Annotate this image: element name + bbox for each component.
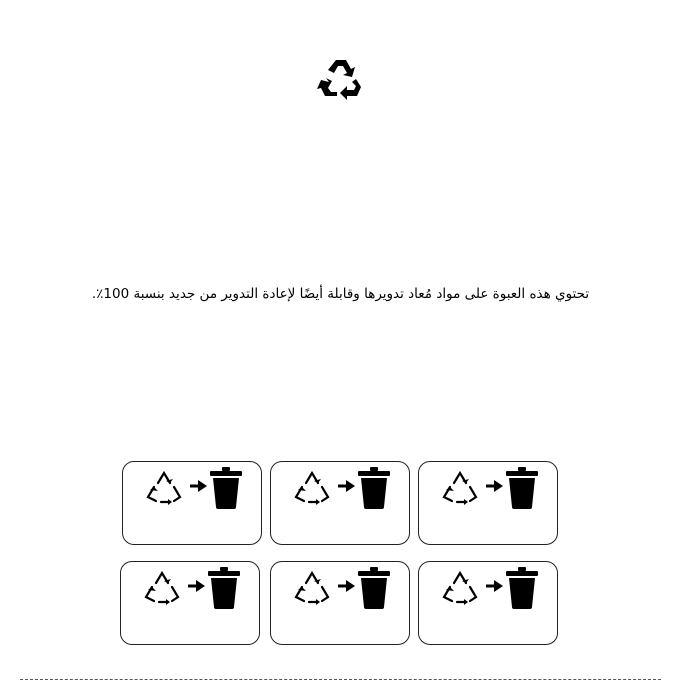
recycle-icon <box>292 569 332 605</box>
disposal-card <box>418 561 558 645</box>
trash-bin-icon <box>210 467 242 509</box>
arrow-right-icon <box>486 480 503 492</box>
disposal-card <box>270 561 410 645</box>
trash-bin-icon <box>506 567 538 609</box>
arrow-right-icon <box>338 580 355 592</box>
trash-bin-icon <box>358 467 390 509</box>
arrow-right-icon <box>188 580 205 592</box>
disposal-card <box>270 461 410 545</box>
arrow-right-icon <box>486 580 503 592</box>
recycle-icon <box>144 469 184 505</box>
recycle-icon <box>440 569 480 605</box>
disposal-card <box>418 461 558 545</box>
trash-bin-icon <box>208 567 240 609</box>
recycle-icon <box>440 469 480 505</box>
trash-bin-icon <box>358 567 390 609</box>
recycle-icon <box>292 469 332 505</box>
trash-bin-icon <box>506 467 538 509</box>
disposal-card <box>120 561 260 645</box>
disposal-card <box>122 461 262 545</box>
arrow-right-icon <box>338 480 355 492</box>
bottom-divider <box>20 679 661 680</box>
recycle-icon <box>142 569 182 605</box>
arrow-right-icon <box>190 480 207 492</box>
recycling-statement: تحتوي هذه العبوة على مواد مُعاد تدويرها وقابلة أيضًا لإعادة التدوير من جديد بنسبة 100٪. <box>91 286 590 302</box>
